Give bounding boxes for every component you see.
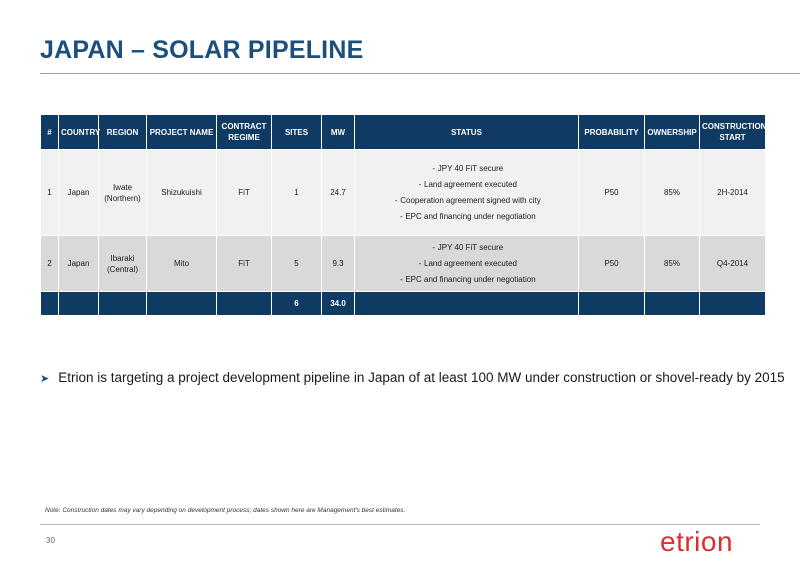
cell-num: 1	[41, 150, 59, 236]
table-row	[41, 236, 766, 292]
cell-status	[355, 236, 579, 292]
key-point	[40, 370, 790, 385]
footnote: Note: Construction dates may vary depending on development process; dates shown here are Management's best estimates.	[45, 507, 406, 514]
header-project-name: PROJECT NAME	[147, 115, 217, 150]
header-country: COUNTRY	[59, 115, 99, 150]
total-cell-empty	[59, 292, 99, 316]
header-probability: PROBABILITY	[579, 115, 645, 150]
footer-divider	[40, 524, 760, 525]
total-cell-empty	[99, 292, 147, 316]
status-item: - Cooperation agreement signed with city	[394, 195, 541, 205]
cell-country: Japan	[59, 236, 99, 292]
cell-sites: 1	[272, 150, 322, 236]
page-number: 30	[46, 536, 55, 545]
status-item: - EPC and financing under negotiation	[399, 274, 536, 284]
cell-contract-regime: FiT	[217, 236, 272, 292]
total-cell-empty	[700, 292, 766, 316]
total-cell-empty	[645, 292, 700, 316]
header-construction-start: CONSTRUCTION START	[700, 115, 766, 150]
cell-construction-start: 2H-2014	[700, 150, 766, 236]
total-cell-empty	[355, 292, 579, 316]
total-cell-empty	[147, 292, 217, 316]
cell-mw: 9.3	[322, 236, 355, 292]
total-cell-empty	[217, 292, 272, 316]
total-mw: 34.0	[322, 292, 355, 316]
header-contract-regime: CONTRACT REGIME	[217, 115, 272, 150]
status-list	[357, 161, 576, 225]
arrow-bullet-icon: ➤	[40, 373, 50, 385]
cell-sites: 5	[272, 236, 322, 292]
header-ownership: OWNERSHIP	[645, 115, 700, 150]
title-divider	[40, 73, 800, 74]
cell-region: Ibaraki (Central)	[99, 236, 147, 292]
header-mw: MW	[322, 115, 355, 150]
cell-ownership: 85%	[645, 236, 700, 292]
total-cell-empty	[579, 292, 645, 316]
header-num: #	[41, 115, 59, 150]
cell-construction-start: Q4-2014	[700, 236, 766, 292]
cell-contract-regime: FiT	[217, 150, 272, 236]
header-status: STATUS	[355, 115, 579, 150]
status-item: - EPC and financing under negotiation	[399, 211, 536, 221]
etrion-logo: etrion	[660, 526, 734, 557]
key-point-text: Etrion is targeting a project development pipeline in Japan of at least 100 MW under construction or shovel-ready by 2015	[58, 370, 785, 385]
header-sites: SITES	[272, 115, 322, 150]
status-item: - Land agreement executed	[418, 258, 517, 268]
total-sites: 6	[272, 292, 322, 316]
cell-region: Iwate (Northern)	[99, 150, 147, 236]
status-item: - Land agreement executed	[418, 179, 517, 189]
cell-status	[355, 150, 579, 236]
cell-num: 2	[41, 236, 59, 292]
total-cell-empty	[41, 292, 59, 316]
status-list	[357, 240, 576, 288]
total-row	[41, 292, 766, 316]
cell-probability: P50	[579, 236, 645, 292]
table-header-row	[41, 115, 766, 150]
header-region: REGION	[99, 115, 147, 150]
pipeline-table	[40, 114, 766, 316]
cell-mw: 24.7	[322, 150, 355, 236]
cell-probability: P50	[579, 150, 645, 236]
status-item: - JPY 40 FiT secure	[432, 163, 504, 173]
cell-project-name: Mito	[147, 236, 217, 292]
page-title: JAPAN – SOLAR PIPELINE	[40, 36, 364, 64]
cell-country: Japan	[59, 150, 99, 236]
cell-ownership: 85%	[645, 150, 700, 236]
table-row	[41, 150, 766, 236]
cell-project-name: Shizukuishi	[147, 150, 217, 236]
status-item: - JPY 40 FiT secure	[432, 242, 504, 252]
